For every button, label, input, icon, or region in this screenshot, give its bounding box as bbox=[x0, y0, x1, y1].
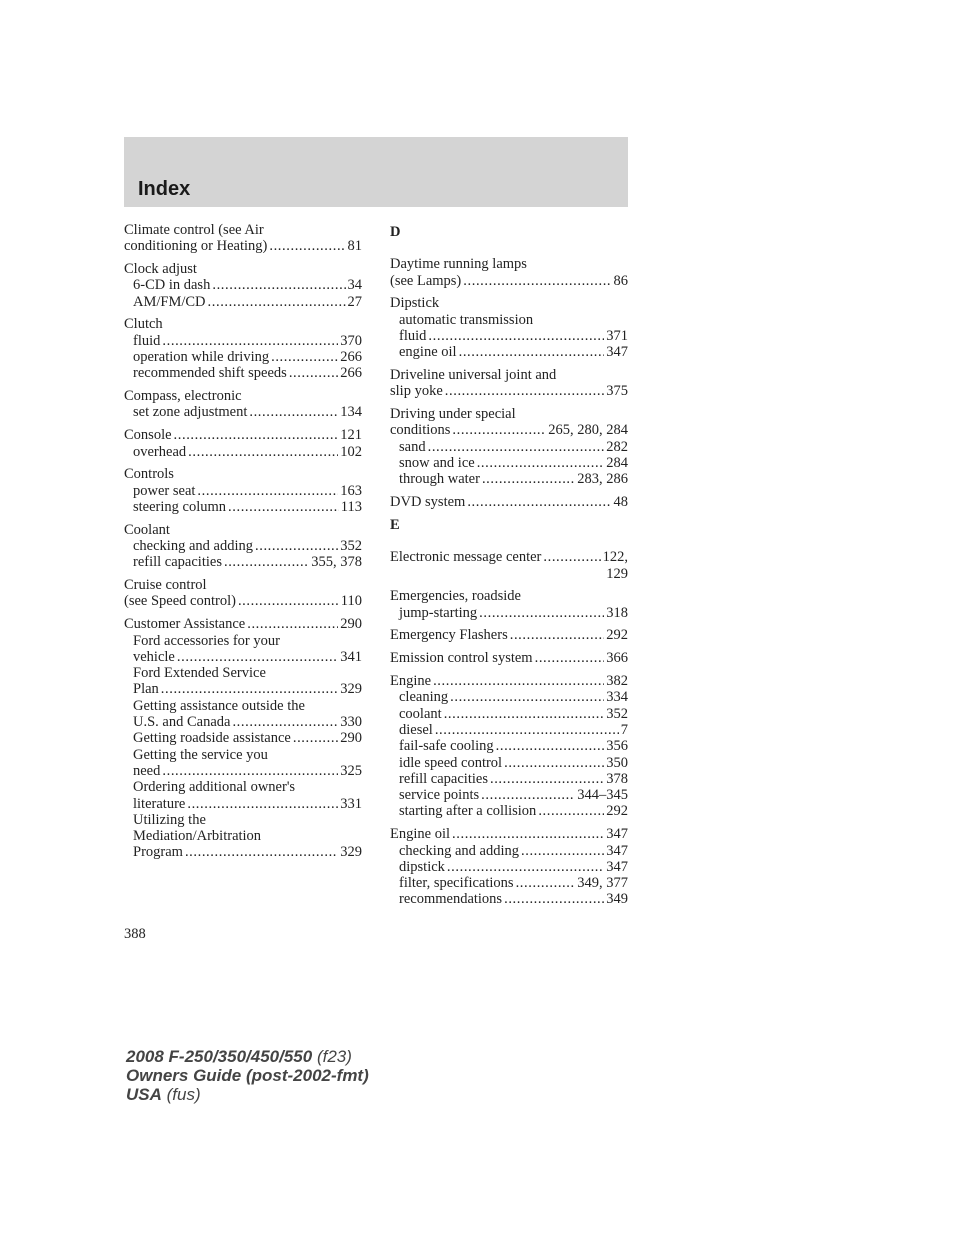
index-term: recommendations bbox=[399, 891, 503, 908]
index-column-left bbox=[124, 222, 362, 867]
index-entry-line bbox=[124, 427, 362, 443]
footer-market: USA bbox=[126, 1085, 162, 1104]
index-page-ref: 329 bbox=[340, 844, 362, 861]
index-page-ref: 344–345 bbox=[577, 787, 628, 804]
dot-leader bbox=[247, 616, 338, 632]
index-entry bbox=[124, 222, 362, 255]
index-page-ref: 325 bbox=[340, 762, 362, 779]
index-term: Dipstick bbox=[390, 295, 440, 312]
index-term: set zone adjustment bbox=[133, 404, 248, 421]
index-subentry-line bbox=[124, 554, 362, 570]
index-entry-line bbox=[124, 593, 362, 609]
index-term: (see Lamps) bbox=[390, 272, 462, 289]
dot-leader bbox=[269, 238, 345, 254]
index-term: Engine oil bbox=[390, 826, 451, 843]
index-term: Climate control (see Air bbox=[124, 222, 264, 238]
index-term: Driveline universal joint and bbox=[390, 367, 557, 384]
index-term: Compass, electronic bbox=[124, 388, 242, 405]
index-term: Coolant bbox=[124, 521, 170, 538]
dot-leader bbox=[428, 328, 604, 344]
page-title: Index bbox=[138, 178, 191, 200]
index-term: Clock adjust bbox=[124, 261, 197, 278]
index-page-ref: 378 bbox=[606, 770, 628, 787]
index-page-ref: 330 bbox=[340, 714, 362, 731]
index-entry-line bbox=[390, 295, 628, 311]
index-term: through water bbox=[399, 471, 480, 488]
index-term: Engine bbox=[390, 673, 432, 690]
dot-leader bbox=[452, 826, 604, 842]
dot-leader bbox=[249, 404, 338, 420]
index-term: Getting the service you bbox=[133, 746, 268, 763]
index-subentry-line bbox=[390, 843, 628, 859]
dot-leader bbox=[224, 554, 309, 570]
index-term: starting after a collision bbox=[399, 803, 537, 820]
index-subentry-line bbox=[124, 747, 362, 763]
index-term: conditions bbox=[390, 422, 451, 439]
index-term: Console bbox=[124, 427, 172, 444]
index-term: steering column bbox=[133, 498, 227, 515]
dot-leader bbox=[543, 549, 600, 565]
index-subentry-line bbox=[390, 439, 628, 455]
index-entry-line bbox=[390, 494, 628, 510]
dot-leader bbox=[463, 273, 611, 289]
index-subentry-line bbox=[124, 365, 362, 381]
dot-leader bbox=[185, 844, 338, 860]
index-subentry-line bbox=[390, 722, 628, 738]
index-entry-line bbox=[124, 466, 362, 482]
index-entry-line bbox=[390, 826, 628, 842]
index-term: Program bbox=[133, 844, 183, 861]
index-page-ref: 102 bbox=[340, 443, 362, 460]
footer bbox=[126, 1047, 369, 1104]
index-page-ref: 318 bbox=[606, 604, 628, 621]
index-term: filter, specifications bbox=[399, 875, 514, 892]
dot-leader bbox=[482, 471, 575, 487]
dot-leader bbox=[445, 383, 604, 399]
dot-leader bbox=[538, 803, 604, 819]
index-entry-line bbox=[390, 673, 628, 689]
index-page-ref: 329 bbox=[340, 681, 362, 698]
index-term: snow and ice bbox=[399, 455, 475, 472]
index-page-ref: 371 bbox=[606, 327, 628, 344]
index-subentry-line bbox=[124, 698, 362, 714]
index-term: literature bbox=[133, 795, 186, 812]
index-subentry-line bbox=[124, 763, 362, 779]
index-page-ref: 113 bbox=[340, 498, 362, 515]
index-page-ref: 347 bbox=[606, 842, 628, 859]
index-page-ref: 110 bbox=[340, 593, 362, 610]
index-term: Daytime running lamps bbox=[390, 256, 527, 273]
dot-leader bbox=[161, 681, 338, 697]
index-subentry-line bbox=[124, 277, 362, 293]
dot-leader bbox=[177, 649, 338, 665]
index-subentry-line bbox=[390, 605, 628, 621]
index-term: conditioning or Heating) bbox=[124, 238, 268, 255]
index-term: Getting roadside assistance bbox=[133, 730, 291, 747]
index-subentry-line bbox=[390, 328, 628, 344]
footer-market-code: (fus) bbox=[166, 1085, 201, 1104]
dot-leader bbox=[238, 593, 339, 609]
index-subentry-line bbox=[124, 730, 362, 746]
dot-leader bbox=[452, 422, 546, 438]
index-term: diesel bbox=[399, 721, 433, 738]
index-page-ref: 347 bbox=[606, 858, 628, 875]
index-subentry-line bbox=[124, 812, 362, 828]
index-entry-line bbox=[390, 256, 628, 272]
header-band bbox=[124, 137, 628, 207]
index-subentry-line bbox=[390, 738, 628, 754]
dot-leader bbox=[435, 722, 619, 738]
index-subentry-line bbox=[390, 859, 628, 875]
dot-leader bbox=[510, 627, 605, 643]
index-term: Utilizing the bbox=[133, 811, 206, 828]
index-term: service points bbox=[399, 787, 480, 804]
index-term: dipstick bbox=[399, 858, 445, 875]
index-term: Electronic message center bbox=[390, 549, 542, 566]
index-entry bbox=[390, 627, 628, 643]
index-entry-line bbox=[390, 549, 628, 565]
index-term: checking and adding bbox=[399, 842, 519, 859]
index-subentry-line bbox=[390, 771, 628, 787]
index-term: U.S. and Canada bbox=[133, 714, 231, 731]
dot-leader bbox=[447, 859, 604, 875]
dot-leader bbox=[289, 365, 338, 381]
dot-leader bbox=[467, 494, 611, 510]
dot-leader bbox=[450, 689, 604, 705]
index-entry-line bbox=[390, 383, 628, 399]
dot-leader bbox=[479, 605, 604, 621]
index-term: (see Speed control) bbox=[124, 593, 236, 610]
index-subentry-line bbox=[390, 875, 628, 891]
dot-leader bbox=[490, 771, 604, 787]
index-term: AM/FM/CD bbox=[133, 293, 206, 310]
dot-leader bbox=[174, 427, 339, 443]
index-page-ref: 350 bbox=[606, 754, 628, 771]
index-term: need bbox=[133, 762, 161, 779]
index-entry-line bbox=[390, 566, 628, 582]
index-subentry-line bbox=[124, 404, 362, 420]
index-page-ref: 163 bbox=[340, 482, 362, 499]
index-term: DVD system bbox=[390, 494, 466, 511]
index-entry bbox=[390, 588, 628, 621]
index-term: slip yoke bbox=[390, 383, 443, 400]
index-page-ref: 375 bbox=[606, 383, 628, 400]
dot-leader bbox=[433, 673, 604, 689]
index-page-ref: 282 bbox=[606, 438, 628, 455]
index-term: recommended shift speeds bbox=[133, 365, 287, 382]
dot-leader bbox=[496, 738, 605, 754]
index-term: idle speed control bbox=[399, 754, 503, 771]
index-subentry-line bbox=[390, 706, 628, 722]
index-subentry-line bbox=[124, 633, 362, 649]
index-term: jump-starting bbox=[399, 604, 478, 621]
footer-model-code: (f23) bbox=[316, 1047, 352, 1066]
footer-guide: Owners Guide (post-2002-fmt) bbox=[126, 1066, 369, 1085]
index-term: overhead bbox=[133, 443, 187, 460]
index-page-ref: 341 bbox=[340, 648, 362, 665]
index-term: Emission control system bbox=[390, 650, 533, 667]
index-subentry-line bbox=[124, 649, 362, 665]
index-subentry-line bbox=[390, 344, 628, 360]
index-page-ref: 349 bbox=[606, 891, 628, 908]
dot-leader bbox=[228, 499, 339, 515]
index-page-ref: 122, bbox=[602, 549, 628, 566]
index-subentry-line bbox=[124, 349, 362, 365]
index-page-ref: 352 bbox=[340, 538, 362, 555]
index-entry-line bbox=[390, 367, 628, 383]
index-entry-line bbox=[124, 222, 362, 238]
index-subentry-line bbox=[124, 844, 362, 860]
index-page-ref: 129 bbox=[606, 565, 628, 582]
index-entry-line bbox=[390, 406, 628, 422]
index-subentry-line bbox=[390, 455, 628, 471]
index-term: engine oil bbox=[399, 344, 457, 361]
index-page-ref: 352 bbox=[606, 705, 628, 722]
index-term: refill capacities bbox=[399, 770, 488, 787]
index-entry-line bbox=[390, 588, 628, 604]
index-page-ref: 27 bbox=[347, 293, 362, 310]
index-entry bbox=[124, 616, 362, 860]
index-entry bbox=[390, 406, 628, 487]
dot-leader bbox=[516, 875, 576, 891]
index-letter-heading: D bbox=[390, 224, 401, 240]
index-entry-line bbox=[390, 273, 628, 289]
index-subentry-line bbox=[124, 538, 362, 554]
dot-leader bbox=[477, 455, 605, 471]
index-term: vehicle bbox=[133, 648, 175, 665]
footer-model: 2008 F-250/350/450/550 bbox=[126, 1047, 313, 1066]
dot-leader bbox=[188, 444, 338, 460]
index-term: Plan bbox=[133, 681, 159, 698]
index-subentry-line bbox=[124, 294, 362, 310]
index-term: cleaning bbox=[399, 689, 449, 706]
index-term: fail-safe cooling bbox=[399, 738, 494, 755]
dot-leader bbox=[197, 483, 338, 499]
index-page-ref: 284 bbox=[606, 455, 628, 472]
index-subentry-line bbox=[390, 312, 628, 328]
index-page-ref: 290 bbox=[340, 616, 362, 633]
index-page-ref: 81 bbox=[347, 238, 362, 255]
index-entry-line bbox=[390, 422, 628, 438]
index-term: fluid bbox=[399, 327, 427, 344]
index-page-ref: 121 bbox=[340, 427, 362, 444]
index-entry bbox=[390, 826, 628, 907]
index-page-ref: 283, 286 bbox=[577, 471, 628, 488]
index-entry-line bbox=[124, 577, 362, 593]
index-term: automatic transmission bbox=[399, 311, 534, 328]
dot-leader bbox=[481, 787, 575, 803]
index-term: Driving under special bbox=[390, 406, 516, 423]
index-column-right bbox=[390, 222, 628, 914]
index-subentry-line bbox=[124, 779, 362, 795]
index-entry-line bbox=[390, 650, 628, 666]
index-term: Ford accessories for your bbox=[133, 632, 280, 649]
index-page-ref: 34 bbox=[347, 277, 362, 294]
page-number: 388 bbox=[124, 926, 146, 942]
index-term: Mediation/Arbitration bbox=[133, 828, 262, 845]
index-entry bbox=[390, 494, 628, 510]
index-page-ref: 347 bbox=[606, 826, 628, 843]
dot-leader bbox=[162, 763, 338, 779]
index-subentry-line bbox=[390, 803, 628, 819]
index-entry bbox=[124, 316, 362, 381]
dot-leader bbox=[187, 796, 338, 812]
index-subentry-line bbox=[124, 828, 362, 844]
index-subentry-line bbox=[390, 689, 628, 705]
index-subentry-line bbox=[124, 796, 362, 812]
index-entry bbox=[390, 650, 628, 666]
index-entry-line bbox=[124, 616, 362, 632]
index-page-ref: 334 bbox=[606, 689, 628, 706]
dot-leader bbox=[444, 706, 605, 722]
index-page-ref: 290 bbox=[340, 730, 362, 747]
index-entry bbox=[124, 261, 362, 310]
index-term: refill capacities bbox=[133, 554, 222, 571]
index-entry bbox=[124, 427, 362, 460]
index-page-ref: 356 bbox=[606, 738, 628, 755]
index-term: checking and adding bbox=[133, 538, 253, 555]
index-page-ref: 86 bbox=[613, 272, 628, 289]
index-page-ref: 134 bbox=[340, 404, 362, 421]
index-page-ref: 7 bbox=[620, 721, 628, 738]
index-term: fluid bbox=[133, 332, 161, 349]
index-subentry-line bbox=[124, 483, 362, 499]
index-term: power seat bbox=[133, 482, 196, 499]
index-entry-line bbox=[124, 522, 362, 538]
dot-leader bbox=[162, 333, 338, 349]
index-term: Getting assistance outside the bbox=[133, 697, 305, 714]
index-subentry-line bbox=[390, 891, 628, 907]
index-term: Customer Assistance bbox=[124, 616, 246, 633]
index-entry bbox=[124, 466, 362, 515]
dot-leader bbox=[208, 294, 346, 310]
index-term: Controls bbox=[124, 466, 174, 483]
index-subentry-line bbox=[124, 499, 362, 515]
dot-leader bbox=[212, 277, 345, 293]
index-entry bbox=[390, 295, 628, 360]
dot-leader bbox=[459, 344, 605, 360]
index-page-ref: 292 bbox=[606, 803, 628, 820]
index-page-ref: 265, 280, 284 bbox=[548, 422, 628, 439]
index-subentry-line bbox=[124, 714, 362, 730]
index-subentry-line bbox=[124, 444, 362, 460]
index-entry-line bbox=[124, 261, 362, 277]
index-page-ref: 347 bbox=[606, 344, 628, 361]
index-page-ref: 370 bbox=[340, 332, 362, 349]
index-term: sand bbox=[399, 438, 426, 455]
index-entry-line bbox=[124, 238, 362, 254]
index-term: coolant bbox=[399, 705, 442, 722]
index-term: Cruise control bbox=[124, 577, 207, 594]
index-page-ref: 292 bbox=[606, 627, 628, 644]
index-entry bbox=[390, 256, 628, 289]
index-term: Ordering additional owner's bbox=[133, 779, 296, 796]
dot-leader bbox=[504, 755, 604, 771]
index-entry-line bbox=[124, 388, 362, 404]
index-subentry-line bbox=[390, 787, 628, 803]
index-entry-line bbox=[390, 627, 628, 643]
dot-leader bbox=[232, 714, 338, 730]
index-entry bbox=[124, 522, 362, 571]
index-page-ref: 355, 378 bbox=[311, 554, 362, 571]
dot-leader bbox=[521, 843, 604, 859]
dot-leader bbox=[504, 891, 604, 907]
dot-leader bbox=[271, 349, 338, 365]
index-page-ref: 366 bbox=[606, 650, 628, 667]
dot-leader bbox=[535, 650, 605, 666]
index-term: operation while driving bbox=[133, 349, 270, 366]
index-entry bbox=[390, 367, 628, 400]
index-subentry-line bbox=[390, 471, 628, 487]
index-term: Ford Extended Service bbox=[133, 665, 266, 682]
index-page-ref: 266 bbox=[340, 365, 362, 382]
index-subentry-line bbox=[124, 333, 362, 349]
index-page-ref: 331 bbox=[340, 795, 362, 812]
dot-leader bbox=[428, 439, 605, 455]
index-page-ref: 382 bbox=[606, 673, 628, 690]
index-subentry-line bbox=[390, 755, 628, 771]
dot-leader bbox=[255, 538, 338, 554]
dot-leader bbox=[293, 730, 338, 746]
index-term: Emergency Flashers bbox=[390, 627, 508, 644]
index-term: 6-CD in dash bbox=[133, 277, 211, 294]
index-page-ref: 266 bbox=[340, 349, 362, 366]
index-letter-heading: E bbox=[390, 516, 400, 533]
index-subentry-line bbox=[124, 665, 362, 681]
index-entry bbox=[124, 388, 362, 421]
index-page-ref: 349, 377 bbox=[577, 875, 628, 892]
index-entry-line bbox=[124, 316, 362, 332]
index-entry bbox=[390, 549, 628, 582]
index-term: Emergencies, roadside bbox=[390, 588, 521, 605]
index-subentry-line bbox=[124, 681, 362, 697]
index-page-ref: 48 bbox=[613, 494, 628, 511]
index-entry bbox=[390, 673, 628, 820]
index-term: Clutch bbox=[124, 316, 163, 333]
index-entry bbox=[124, 577, 362, 610]
